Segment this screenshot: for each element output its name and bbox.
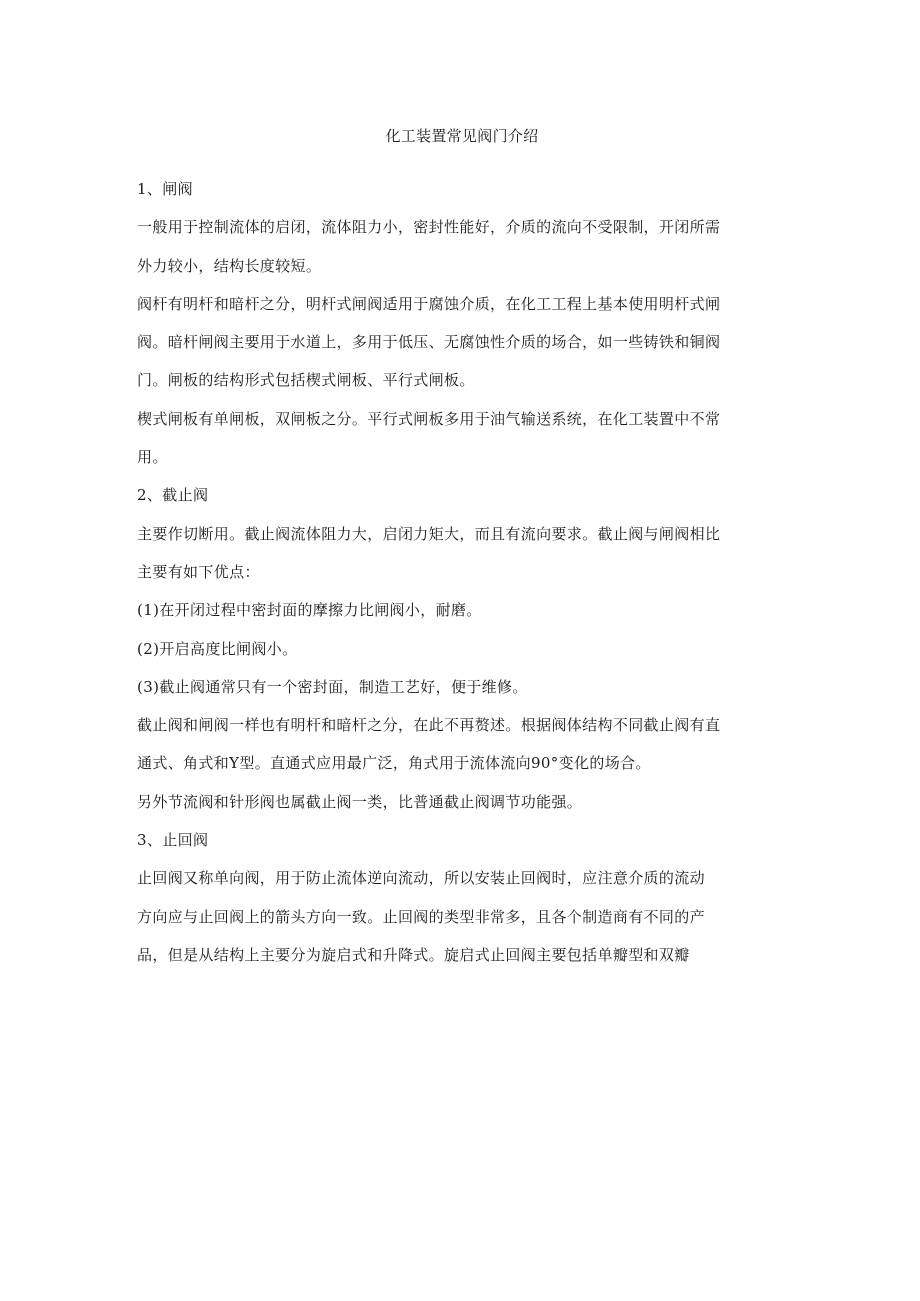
text-line: 阀。暗杆闸阀主要用于水道上，多用于低压、无腐蚀性介质的场合，如一些铸铁和铜阀 (137, 333, 721, 352)
text-line: 外力较小，结构长度较短。 (137, 256, 322, 275)
text-line: 通式、角式和Y型。直通式应用最广泛，角式用于流体流向90°变化的场合。 (137, 754, 651, 773)
text-line: 楔式闸板有单闸板，双闸板之分。平行式闸板多用于油气输送系统，在化工装置中不常 (137, 409, 721, 428)
text-line: 止回阀又称单向阀，用于防止流体逆向流动，所以安装止回阀时，应注意介质的流动 (137, 869, 705, 888)
text-line: 截止阀和闸阀一样也有明杆和暗杆之分，在此不再赘述。根据阀体结构不同截止阀有直 (137, 716, 721, 735)
text-line: 主要作切断用。截止阀流体阻力大，启闭力矩大，而且有流向要求。截止阀与闸阀相比 (137, 524, 721, 543)
text-line: 另外节流阀和针形阀也属截止阀一类，比普通截止阀调节功能强。 (137, 792, 583, 811)
text-line: 方向应与止回阀上的箭头方向一致。止回阀的类型非常多，且各个制造商有不同的产 (137, 907, 705, 926)
document-title: 化工装置常见阀门介绍 (385, 127, 539, 145)
text-line: 一般用于控制流体的启闭，流体阻力小，密封性能好，介质的流向不受限制，开闭所需 (137, 218, 721, 237)
text-line: 3、止回阀 (137, 831, 209, 850)
document-body (137, 119, 787, 976)
document-text (137, 172, 787, 976)
text-line: 门。闸板的结构形式包括楔式闸板、平行式闸板。 (137, 371, 475, 390)
text-line: 用。 (137, 448, 168, 467)
text-line: 阀杆有明杆和暗杆之分，明杆式闸阀适用于腐蚀介质，在化工工程上基本使用明杆式闸 (137, 294, 721, 313)
text-line: 品，但是从结构上主要分为旋启式和升降式。旋启式止回阀主要包括单瓣型和双瓣 (137, 945, 690, 964)
text-line: 2、截止阀 (137, 486, 209, 505)
text-line: 1、闸阀 (137, 180, 193, 198)
text-line: (1)在开闭过程中密封面的摩擦力比闸阀小，耐磨。 (137, 601, 482, 620)
text-line: 主要有如下优点： (137, 562, 260, 581)
text-line: (2)开启高度比闸阀小。 (137, 639, 298, 658)
text-line: (3)截止阀通常只有一个密封面，制造工艺好，便于维修。 (137, 677, 528, 696)
